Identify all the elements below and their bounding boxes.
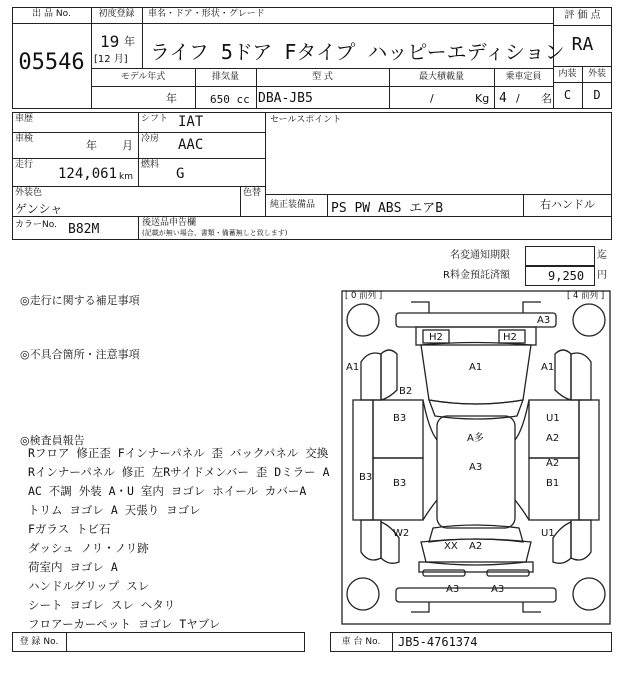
mileage-unit: km: [119, 172, 133, 182]
displacement-value: 650 cc: [210, 93, 250, 106]
mark-right-rear-b1: B1: [546, 478, 560, 489]
driving-notes-label: ◎走行に関する補足事項: [20, 294, 140, 307]
lot-label: 出 品 No.: [32, 9, 71, 19]
exterior-color-label: 外装色: [15, 188, 43, 198]
inspection-label: 車検: [15, 134, 34, 144]
model-code-label: 型 式: [312, 72, 333, 82]
mark-bottom-left-a3: A3: [446, 584, 460, 595]
name-change-box: [525, 246, 595, 266]
recycle-amount: 9,250: [548, 269, 585, 283]
max-load-separator: /: [430, 92, 434, 105]
inspector-line: Rインナーパネル 修正 左Rサイドメンバー 歪 Dミラー A: [28, 465, 330, 479]
exterior-grade: D: [593, 88, 601, 102]
shift-label: シフト: [141, 114, 169, 124]
model-year-label: モデル年式: [120, 72, 166, 82]
equipment-label: 純正装備品: [270, 200, 316, 210]
max-load-unit: Kg: [475, 92, 490, 105]
ac-value: AAC: [178, 137, 204, 153]
diagram-corner-left: [ 0 前列 ]: [345, 291, 383, 301]
inspection-year-unit: 年: [86, 139, 97, 152]
evaluation-score: RA: [571, 34, 594, 55]
mileage-value: 124,061: [58, 166, 118, 182]
mark-right-rear-u1: U1: [541, 528, 555, 539]
color-number: B82M: [68, 222, 100, 237]
mark-roof-a-many: A多: [467, 433, 484, 444]
sales-point-label: セールスポイント: [270, 115, 342, 125]
recycle-label: R料金預託済額: [443, 270, 510, 281]
steering-value: 右ハンドル: [540, 198, 595, 211]
first-registration-year: 19: [100, 32, 120, 51]
displacement-label: 排気量: [211, 72, 239, 82]
mark-left-front-door: B2: [399, 386, 413, 397]
capacity-separator: /: [516, 92, 520, 105]
capacity-label: 乗車定員: [505, 72, 542, 82]
score-label: 評 価 点: [564, 10, 601, 21]
inspector-line: トリム ヨゴレ A 天張り ヨゴレ: [28, 503, 201, 517]
mark-right-door-u1: U1: [546, 413, 560, 424]
mark-h2-right: H2: [503, 332, 517, 343]
mark-roof-a3: A3: [469, 462, 483, 473]
inspector-report-label: ◎検査員報告: [20, 434, 85, 447]
exterior-color-value: ゲンシャ: [15, 202, 63, 216]
registration-number-label: 登 録 No.: [19, 637, 59, 647]
name-change-label: 名変通知期限: [450, 250, 510, 261]
mark-rear-top: A3: [537, 315, 551, 326]
car-name-label: 車名・ドア・形状・グレード: [148, 9, 265, 19]
capacity-value: 4: [499, 91, 507, 106]
after-report-label: 後送品申告欄: [142, 218, 197, 228]
car-damage-diagram: [341, 290, 611, 625]
model-year-unit: 年: [166, 92, 177, 105]
interior-label: 内装: [558, 69, 577, 79]
chassis-number-label: 車 台 No.: [341, 637, 381, 647]
color-number-label: カラーNo.: [15, 220, 57, 230]
recycle-unit: 円: [597, 270, 607, 281]
inspector-line: 荷室内 ヨゴレ A: [28, 560, 118, 574]
equipment-value: PS PW ABS エアB: [331, 201, 444, 216]
mark-roof-front: A1: [469, 362, 483, 373]
capacity-unit: 名: [541, 92, 552, 105]
mark-left-door-b3: B3: [393, 413, 407, 424]
mark-h2-left: H2: [429, 332, 443, 343]
diagram-corner-right: [ 4 前列 ]: [567, 291, 605, 301]
first-registration-label: 初度登録: [98, 9, 135, 19]
mark-left-front-fender: A1: [346, 362, 360, 373]
fuel-label: 燃料: [141, 160, 160, 170]
mark-left-rear-b3: B3: [393, 478, 407, 489]
mark-right-front-fender: A1: [541, 362, 555, 373]
chassis-number: JB5-4761374: [398, 635, 478, 649]
mark-hood-xx: XX: [444, 541, 458, 552]
inspector-line: フロアーカーペット ヨゴレ Tヤブレ: [28, 617, 221, 631]
shift-value: IAT: [178, 114, 204, 130]
inspector-line: ダッシュ ノリ・ノリ跡: [28, 541, 149, 555]
after-report-note: (記載が無い場合、書類・備蓄無しと致します): [142, 229, 288, 237]
mark-left-w2: W2: [393, 528, 410, 539]
first-registration-month: [12 月]: [94, 54, 128, 65]
mark-left-rear-b3-outer: B3: [359, 472, 373, 483]
mark-right-rear-a2: A2: [546, 458, 560, 469]
inspector-line: AC 不調 外装 A・U 室内 ヨゴレ ホイール カバーA: [28, 484, 307, 498]
inspector-line: ハンドルグリップ スレ: [28, 579, 150, 593]
mark-hood-a2: A2: [469, 541, 483, 552]
car-name: ライフ 5ドア Fタイプ ハッピーエディション: [150, 40, 565, 64]
inspection-month-unit: 月: [122, 139, 133, 152]
mark-right-door-a2: A2: [546, 433, 560, 444]
inspector-line: Fガラス トビ石: [28, 522, 111, 536]
history-label: 車歴: [15, 114, 34, 124]
mileage-label: 走行: [15, 160, 34, 170]
exterior-label: 外装: [587, 69, 606, 79]
model-code: DBA-JB5: [258, 91, 313, 106]
lot-number: 05546: [18, 50, 85, 75]
fuel-value: G: [176, 166, 185, 182]
max-load-label: 最大積載量: [418, 72, 464, 82]
name-change-unit: 迄: [597, 250, 607, 261]
mark-bottom-right-a3: A3: [491, 584, 505, 595]
year-unit: 年: [124, 35, 135, 48]
defect-notes-label: ◎不具合箇所・注意事項: [20, 348, 140, 361]
inspector-line: シート ヨゴレ スレ ヘタリ: [28, 598, 176, 612]
inspector-line: Rフロア 修正歪 Fインナーパネル 歪 バックパネル 交換: [28, 446, 329, 460]
ac-label: 冷房: [141, 134, 160, 144]
color-change-label: 色替: [243, 188, 262, 198]
interior-grade: C: [563, 88, 572, 102]
